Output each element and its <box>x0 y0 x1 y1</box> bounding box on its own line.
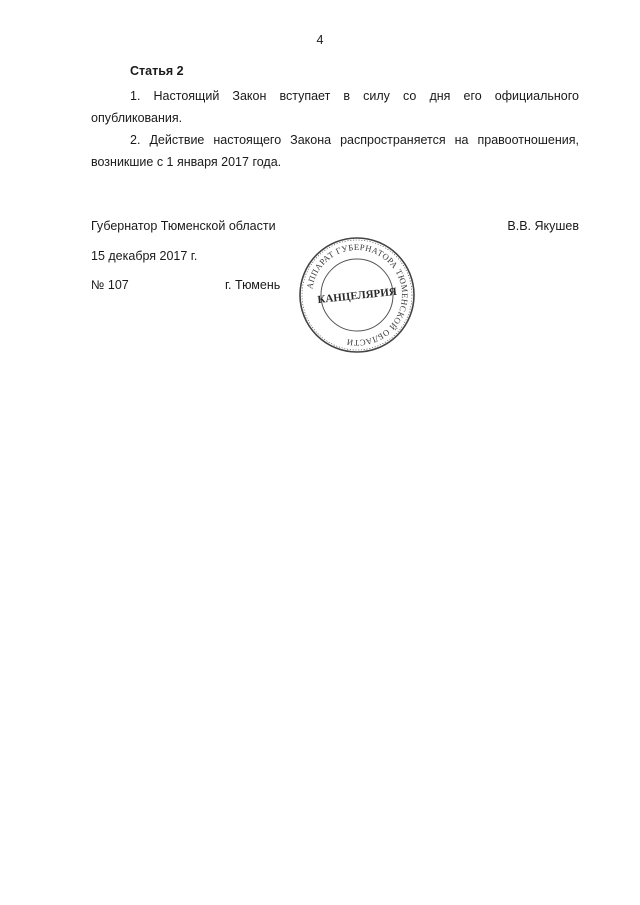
stamp-ring-text: АППАРАТ ГУБЕРНАТОРА ТЮМЕНСКОЙ ОБЛАСТИ <box>304 241 411 349</box>
article-title: Статья 2 <box>130 64 184 78</box>
article-paragraph-2: 2. Действие настоящего Закона распространяется на правоотношения, возникшие с 1 января 2017 года. <box>91 133 579 169</box>
article-paragraph-1: 1. Настоящий Закон вступает в силу со дня его официального опубликования. <box>91 89 579 125</box>
law-number: № 107 <box>91 278 129 292</box>
signature-row <box>91 219 579 233</box>
article-body <box>91 85 579 173</box>
office-stamp <box>298 236 416 354</box>
signing-city: г. Тюмень <box>225 278 281 292</box>
page-number: 4 <box>316 33 324 47</box>
signatory-name: В.В. Якушев <box>507 219 579 233</box>
signatory-position: Губернатор Тюменской области <box>91 219 276 233</box>
stamp-center-text: КАНЦЕЛЯРИЯ <box>316 285 398 307</box>
signing-date: 15 декабря 2017 г. <box>91 249 198 263</box>
